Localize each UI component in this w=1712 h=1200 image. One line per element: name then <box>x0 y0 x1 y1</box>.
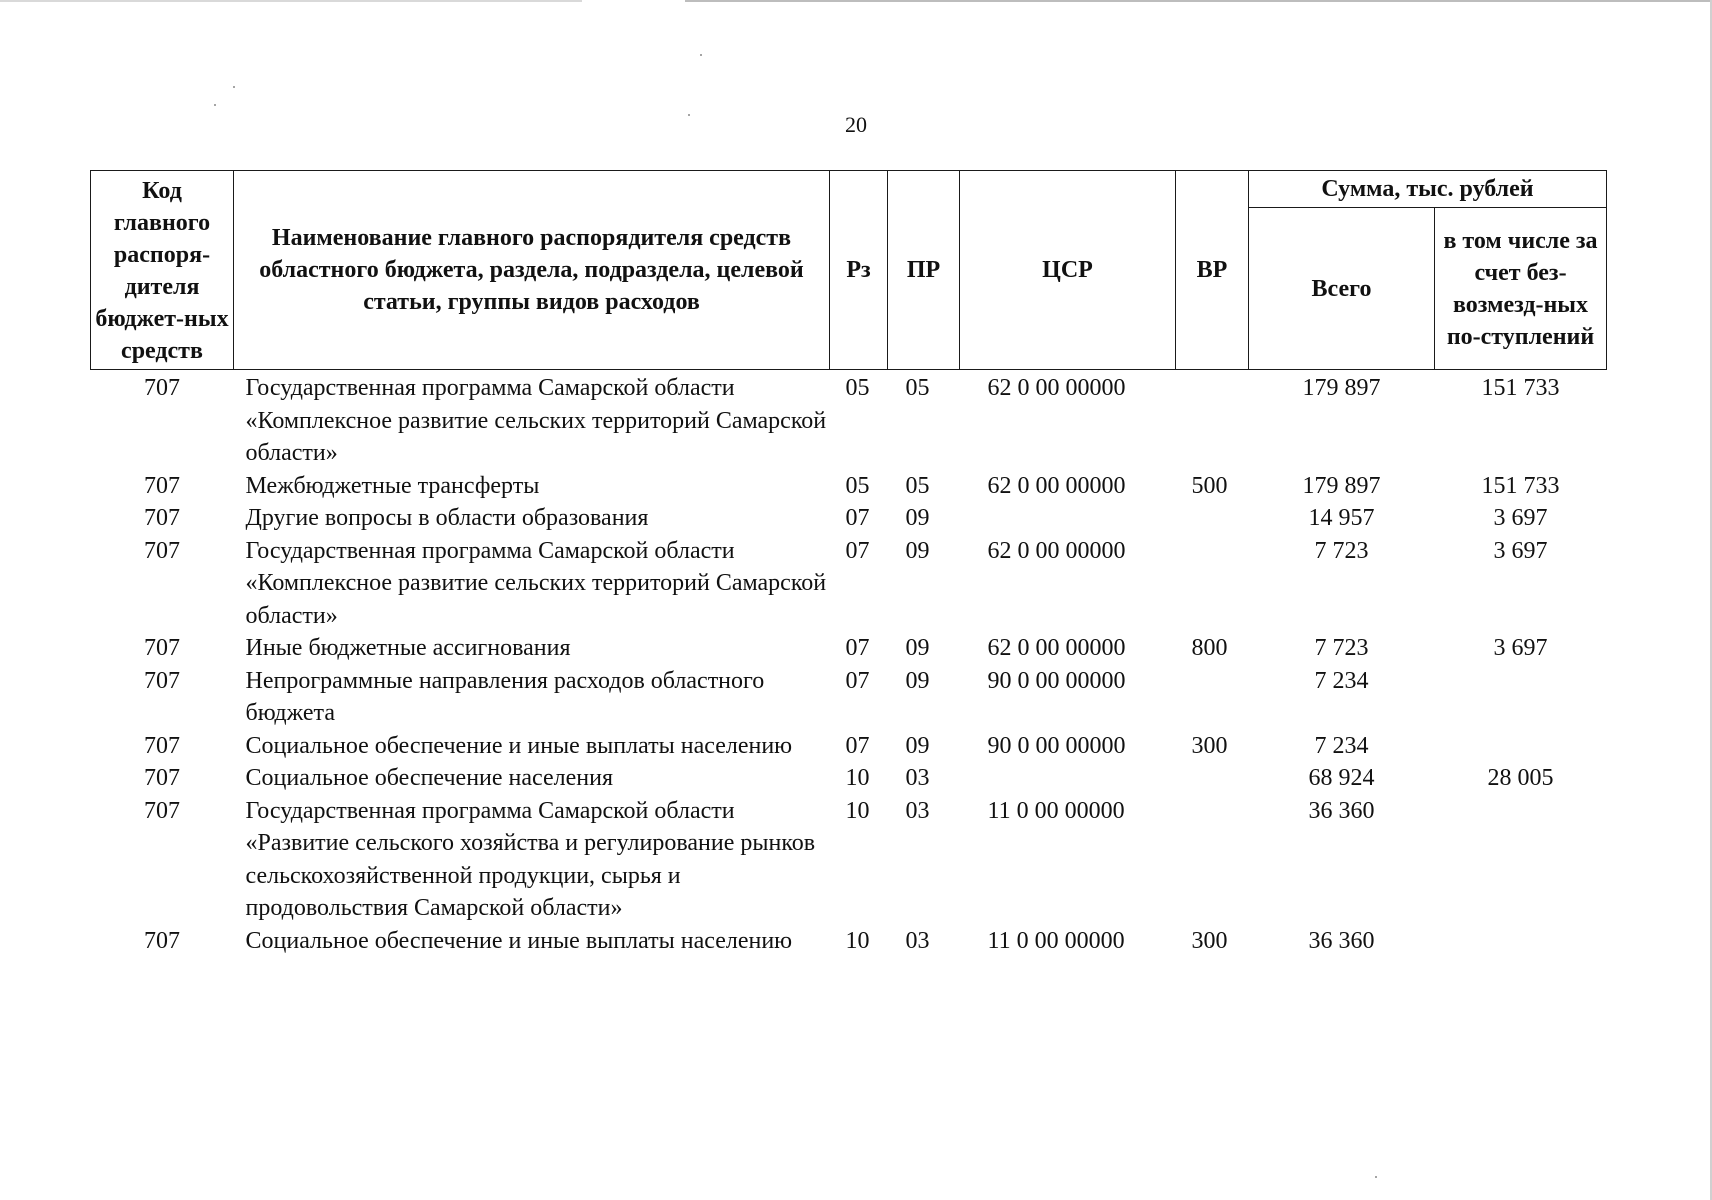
header-total: Всего <box>1249 208 1435 370</box>
cell-total: 7 723 <box>1314 537 1369 564</box>
table-row <box>91 535 1607 633</box>
cell-pr: 09 <box>905 505 930 531</box>
cell-pr: 03 <box>905 797 930 824</box>
cell-rz: 07 <box>845 537 870 564</box>
cell-code: 707 <box>144 472 180 499</box>
cell-total: 36 360 <box>1308 927 1375 954</box>
cell-name: Иные бюджетные ассигнования <box>245 635 571 661</box>
cell-code: 707 <box>144 635 180 661</box>
cell-rz: 10 <box>845 765 870 791</box>
cell-csr <box>960 502 1176 535</box>
cell-name: Непрограммные направления расходов областного бюджета <box>245 667 765 726</box>
table-row <box>91 762 1607 795</box>
cell-name: Государственная программа Самарской области «Развитие сельского хозяйства и регулирование рынков сельскохозяйственной продукции, сырья и продовольствия Самарской области» <box>245 797 816 921</box>
cell-name: Государственная программа Самарской области «Комплексное развитие сельских территорий Самарской области» <box>245 375 827 466</box>
cell-vr <box>1176 665 1249 730</box>
cell-csr: 62 0 00 00000 <box>987 635 1126 661</box>
cell-csr <box>960 762 1176 795</box>
cell-free: 3 697 <box>1493 505 1548 531</box>
cell-code: 707 <box>144 732 180 759</box>
cell-pr: 09 <box>905 732 930 759</box>
cell-name: Социальное обеспечение и иные выплаты населению <box>245 732 793 759</box>
cell-free: 3 697 <box>1493 635 1548 661</box>
table-body <box>91 370 1607 958</box>
cell-free: 3 697 <box>1493 537 1548 564</box>
cell-total: 36 360 <box>1308 797 1375 824</box>
cell-free <box>1435 795 1607 925</box>
table-row <box>91 730 1607 763</box>
cell-csr: 62 0 00 00000 <box>987 375 1126 401</box>
cell-total: 179 897 <box>1302 472 1381 499</box>
table-row <box>91 370 1607 470</box>
cell-free <box>1435 665 1607 730</box>
cell-free: 151 733 <box>1481 375 1560 401</box>
cell-pr: 05 <box>905 375 930 401</box>
cell-vr <box>1176 535 1249 633</box>
table-row <box>91 795 1607 925</box>
cell-name: Социальное обеспечение и иные выплаты населению <box>245 927 793 954</box>
table-row <box>91 665 1607 730</box>
cell-pr: 09 <box>905 537 930 564</box>
cell-rz: 10 <box>845 797 870 824</box>
cell-free <box>1435 730 1607 763</box>
scan-speck <box>233 86 235 88</box>
cell-pr: 05 <box>905 472 930 499</box>
header-rz: Рз <box>830 171 888 370</box>
cell-name: Межбюджетные трансферты <box>245 472 540 499</box>
cell-total: 14 957 <box>1308 505 1375 531</box>
table-row <box>91 502 1607 535</box>
cell-name: Государственная программа Самарской области «Комплексное развитие сельских территорий Самарской области» <box>245 537 827 629</box>
table-header <box>91 171 1607 370</box>
table-row <box>91 632 1607 665</box>
cell-pr: 09 <box>905 635 930 661</box>
cell-total: 179 897 <box>1302 375 1381 401</box>
cell-rz: 10 <box>845 927 870 954</box>
cell-total: 7 234 <box>1314 667 1369 694</box>
cell-rz: 07 <box>845 667 870 694</box>
cell-pr: 09 <box>905 667 930 694</box>
page-number: 20 <box>845 112 867 137</box>
cell-csr: 90 0 00 00000 <box>987 667 1126 694</box>
cell-csr: 11 0 00 00000 <box>987 797 1125 824</box>
cell-code: 707 <box>144 375 180 401</box>
cell-code: 707 <box>144 797 180 824</box>
header-sum: Сумма, тыс. рублей <box>1249 171 1607 208</box>
cell-vr: 300 <box>1191 732 1228 759</box>
cell-rz: 07 <box>845 635 870 661</box>
table-row <box>91 470 1607 503</box>
cell-total: 7 723 <box>1314 635 1369 661</box>
cell-free: 151 733 <box>1481 472 1560 499</box>
cell-csr: 62 0 00 00000 <box>987 472 1126 499</box>
cell-name: Социальное обеспечение населения <box>245 765 613 791</box>
budget-table <box>90 170 1607 957</box>
header-free: в том числе за счет без-возмезд-ных по-ступлений <box>1435 208 1607 370</box>
cell-code: 707 <box>144 927 180 954</box>
cell-name: Другие вопросы в области образования <box>245 505 649 531</box>
cell-vr <box>1176 762 1249 795</box>
cell-rz: 07 <box>845 732 870 759</box>
cell-csr: 62 0 00 00000 <box>987 537 1126 564</box>
cell-vr: 500 <box>1191 472 1228 499</box>
cell-total: 68 924 <box>1308 765 1375 791</box>
cell-free <box>1435 925 1607 958</box>
scan-speck <box>1375 1176 1377 1178</box>
cell-vr: 300 <box>1191 927 1228 954</box>
cell-code: 707 <box>144 667 180 694</box>
cell-vr <box>1176 502 1249 535</box>
cell-rz: 05 <box>845 375 870 401</box>
cell-code: 707 <box>144 537 180 564</box>
cell-vr <box>1176 370 1249 470</box>
cell-total: 7 234 <box>1314 732 1369 759</box>
cell-pr: 03 <box>905 927 930 954</box>
header-vr: ВР <box>1176 171 1249 370</box>
cell-rz: 05 <box>845 472 870 499</box>
header-pr: ПР <box>888 171 960 370</box>
cell-free: 28 005 <box>1487 765 1554 791</box>
header-csr: ЦСР <box>960 171 1176 370</box>
cell-pr: 03 <box>905 765 930 791</box>
scan-speck <box>700 54 702 56</box>
cell-code: 707 <box>144 505 180 531</box>
table-row <box>91 925 1607 958</box>
cell-vr: 800 <box>1191 635 1228 661</box>
cell-rz: 07 <box>845 505 870 531</box>
cell-csr: 90 0 00 00000 <box>987 732 1126 759</box>
scan-edge-top <box>0 0 1712 2</box>
cell-csr: 11 0 00 00000 <box>987 927 1125 954</box>
scan-speck <box>214 104 216 106</box>
header-name: Наименование главного распорядителя средств областного бюджета, раздела, подраздела, целевой статьи, группы видов расходов <box>234 171 830 370</box>
header-code: Код главного распоря-дителя бюджет-ных средств <box>91 171 234 370</box>
cell-code: 707 <box>144 765 180 791</box>
cell-vr <box>1176 795 1249 925</box>
